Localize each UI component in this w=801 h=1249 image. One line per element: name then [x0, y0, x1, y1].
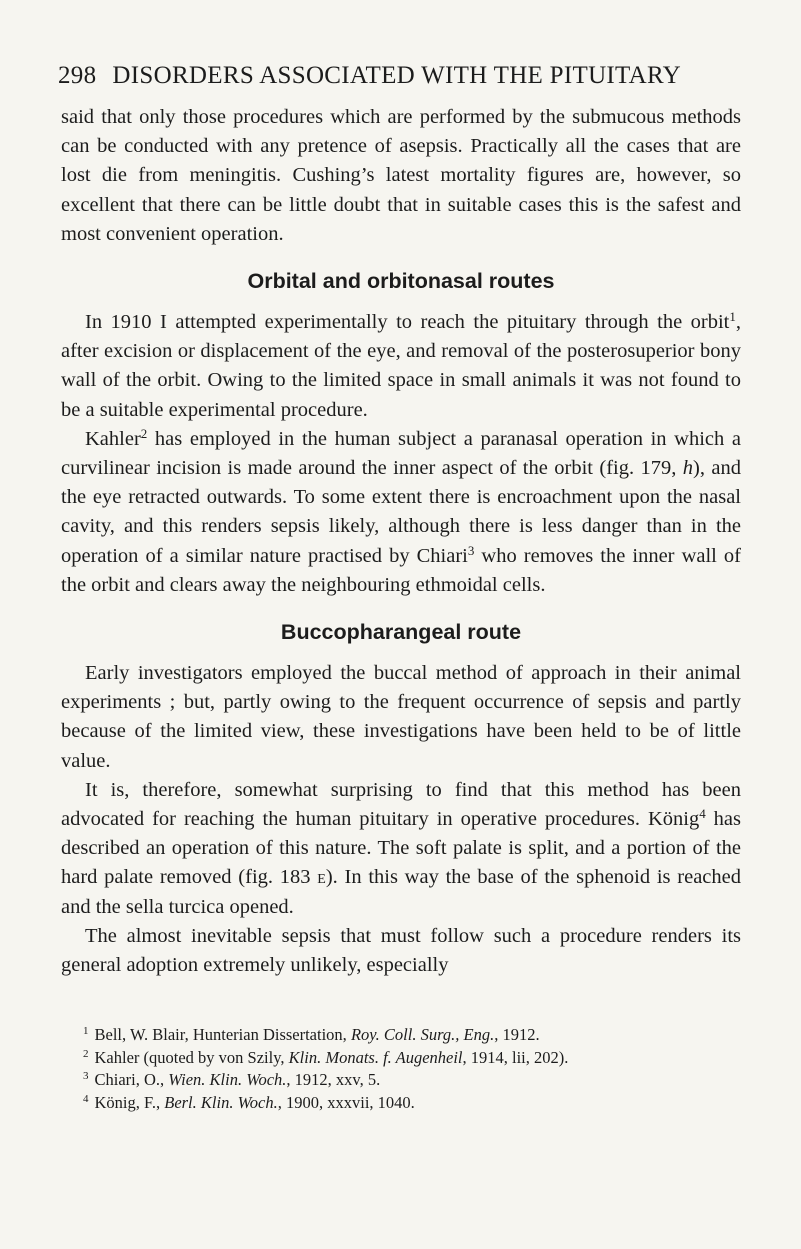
paragraph-5: It is, therefore, somewhat surprising to find that this method has been advocated for reaching the human pituitary in operative procedures. König$^4$ has described an operation of this nature. The soft palate is split, and a portion of the hard palate removed (fig. 183 e). In this way the base of the sphenoid is reached and the sella turcica opened. — [61, 778, 742, 918]
section-heading-orbital: Orbital and orbitonasal routes — [247, 269, 555, 294]
footnote: $^4$ König, F., Berl. Klin. Woch., 1900, xxxvii, 1040. — [83, 1092, 415, 1112]
page-number: 298 — [58, 62, 97, 89]
paragraph-4: Early investigators employed the buccal method of approach in their animal experiments ; but, partly owing to the frequent occurrence of sepsis and partly because of the limited view, these investigations have been held to be of little value. — [61, 662, 741, 772]
figure-label: e — [317, 866, 326, 889]
footnote-ref-4: 4 — [699, 806, 706, 822]
footnote: $^1$ Bell, W. Blair, Hunterian Dissertation, Roy. Coll. Surg., Eng., 1912. — [83, 1025, 540, 1044]
paragraph-3: Kahler$^2$ has employed in the human subject a paranasal operation in which a curvilinear incision is made around the inner aspect of the orbit (fig. 179, h), and the eye retracted outwards. To some extent there is encroachment upon the nasal cavity, and this renders sepsis likely, although there is less danger than in the operation of a similar nature practised by Chiari$^3$ who removes the inner wall of the orbit and clears away the neighbouring ethmoidal cells. — [61, 425, 742, 596]
footnote-ref-2: 2 — [140, 425, 148, 441]
paragraph-6: The almost inevitable sepsis that must follow such a procedure renders its general adoption extremely unlikely, especially — [61, 924, 741, 977]
running-head — [58, 62, 758, 90]
figure-label: h — [682, 457, 694, 480]
footnote: $^2$ Kahler (quoted by von Szily, Klin. Monats. f. Augenheil, 1914, lii, 202). — [83, 1047, 569, 1067]
body-text — [61, 103, 741, 980]
footnote-ref-3: 3 — [467, 542, 475, 558]
running-title: DISORDERS ASSOCIATED WITH THE PITUITARY — [112, 62, 681, 89]
paragraph-2: In 1910 I attempted experimentally to reach the pituitary through the orbit$^1$, after excision or displacement of the eye, and removal of the posterosuperior bony wall of the orbit. Owing to the limited space in small animals it was not found to be a suitable experimental procedure. — [61, 309, 741, 421]
paragraph-1: said that only those procedures which are performed by the submucous methods can be conducted with any pretence of asepsis. Practically all the cases that are lost die from meningitis. Cushing’s latest mortality figures are, however, so excellent that there can be little doubt that in suitable cases this is the safest and most convenient operation. — [61, 106, 741, 245]
footnotes — [61, 1024, 751, 1114]
footnote-ref-1: 1 — [729, 309, 736, 325]
footnote: $^3$ Chiari, O., Wien. Klin. Woch., 1912, xxv, 5. — [83, 1070, 381, 1089]
section-heading-buccopharangeal: Buccopharangeal route — [280, 620, 522, 645]
